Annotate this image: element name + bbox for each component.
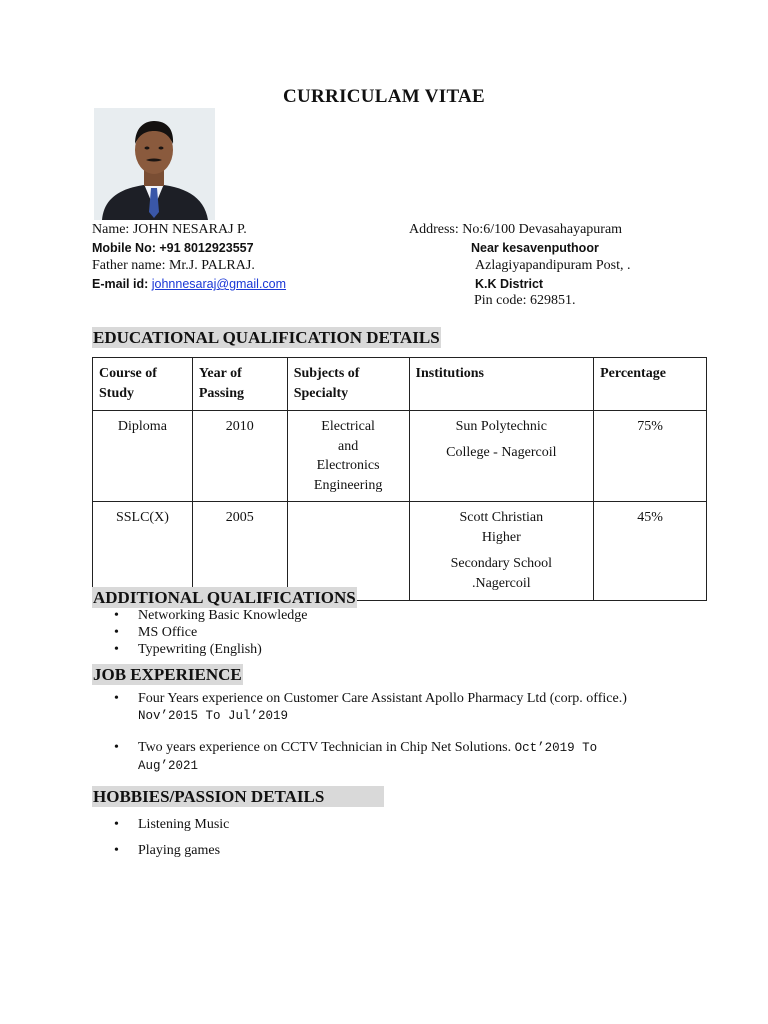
list-item: • Typewriting (English): [92, 641, 308, 658]
address-line-5: Pin code: 629851.: [474, 293, 576, 308]
institution-cell: Scott Christian Higher Secondary School .Nagercoil: [409, 502, 594, 601]
table-header-row: [93, 358, 707, 411]
father-name-line: Father name: Mr.J. PALRAJ.: [92, 258, 255, 273]
additional-heading: ADDITIONAL QUALIFICATIONS: [93, 588, 356, 607]
column-header: Percentage: [594, 358, 707, 411]
subject-cell: [287, 502, 409, 601]
percentage-cell: 75%: [594, 411, 707, 502]
email-link[interactable]: johnnesaraj@gmail.com: [151, 277, 287, 291]
column-header: Year of Passing: [192, 358, 287, 411]
hobbies-list: [92, 812, 229, 864]
name-line: Name: JOHN NESARAJ P.: [92, 222, 247, 237]
address-line-2: Near kesavenputhoor: [471, 241, 599, 255]
list-item: • Playing games: [92, 838, 229, 864]
experience-list: [92, 690, 627, 775]
table-row: [93, 502, 707, 601]
email-line: [92, 277, 286, 291]
list-item: • Four Years experience on Customer Care Assistant Apollo Pharmacy Ltd (corp. office.) Nov’2015 To Jul’2019: [92, 690, 627, 725]
institution-cell: Sun Polytechnic College - Nagercoil: [409, 411, 594, 502]
email-label: E-mail id:: [92, 277, 149, 291]
address-line-4: K.K District: [475, 277, 544, 291]
profile-photo: [94, 108, 215, 220]
address-line-3: Azlagiyapandipuram Post, .: [475, 258, 631, 273]
additional-list: [92, 607, 308, 658]
column-header: Subjects of Specialty: [287, 358, 409, 411]
list-item: • MS Office: [92, 624, 308, 641]
year-cell: 2005: [192, 502, 287, 601]
list-item: • Networking Basic Knowledge: [92, 607, 308, 624]
table-row: [93, 411, 707, 502]
list-item: • Listening Music: [92, 812, 229, 838]
column-header: Institutions: [409, 358, 594, 411]
subject-cell: Electrical and Electronics Engineering: [287, 411, 409, 502]
list-item: • Two years experience on CCTV Technician in Chip Net Solutions. Oct’2019 To Aug’2021: [92, 739, 627, 775]
education-heading: EDUCATIONAL QUALIFICATION DETAILS: [93, 328, 440, 347]
hobbies-heading: HOBBIES/PASSION DETAILS: [92, 786, 384, 807]
mobile-line: Mobile No: +91 8012923557: [92, 241, 254, 255]
document-title: CURRICULAM VITAE: [282, 86, 486, 107]
year-cell: 2010: [192, 411, 287, 502]
experience-heading: JOB EXPERIENCE: [93, 665, 242, 684]
address-line-1: Address: No:6/100 Devasahayapuram: [409, 222, 623, 237]
column-header: Course of Study: [93, 358, 193, 411]
course-cell: SSLC(X): [93, 502, 193, 601]
education-table: [92, 357, 707, 601]
course-cell: Diploma: [93, 411, 193, 502]
percentage-cell: 45%: [594, 502, 707, 601]
